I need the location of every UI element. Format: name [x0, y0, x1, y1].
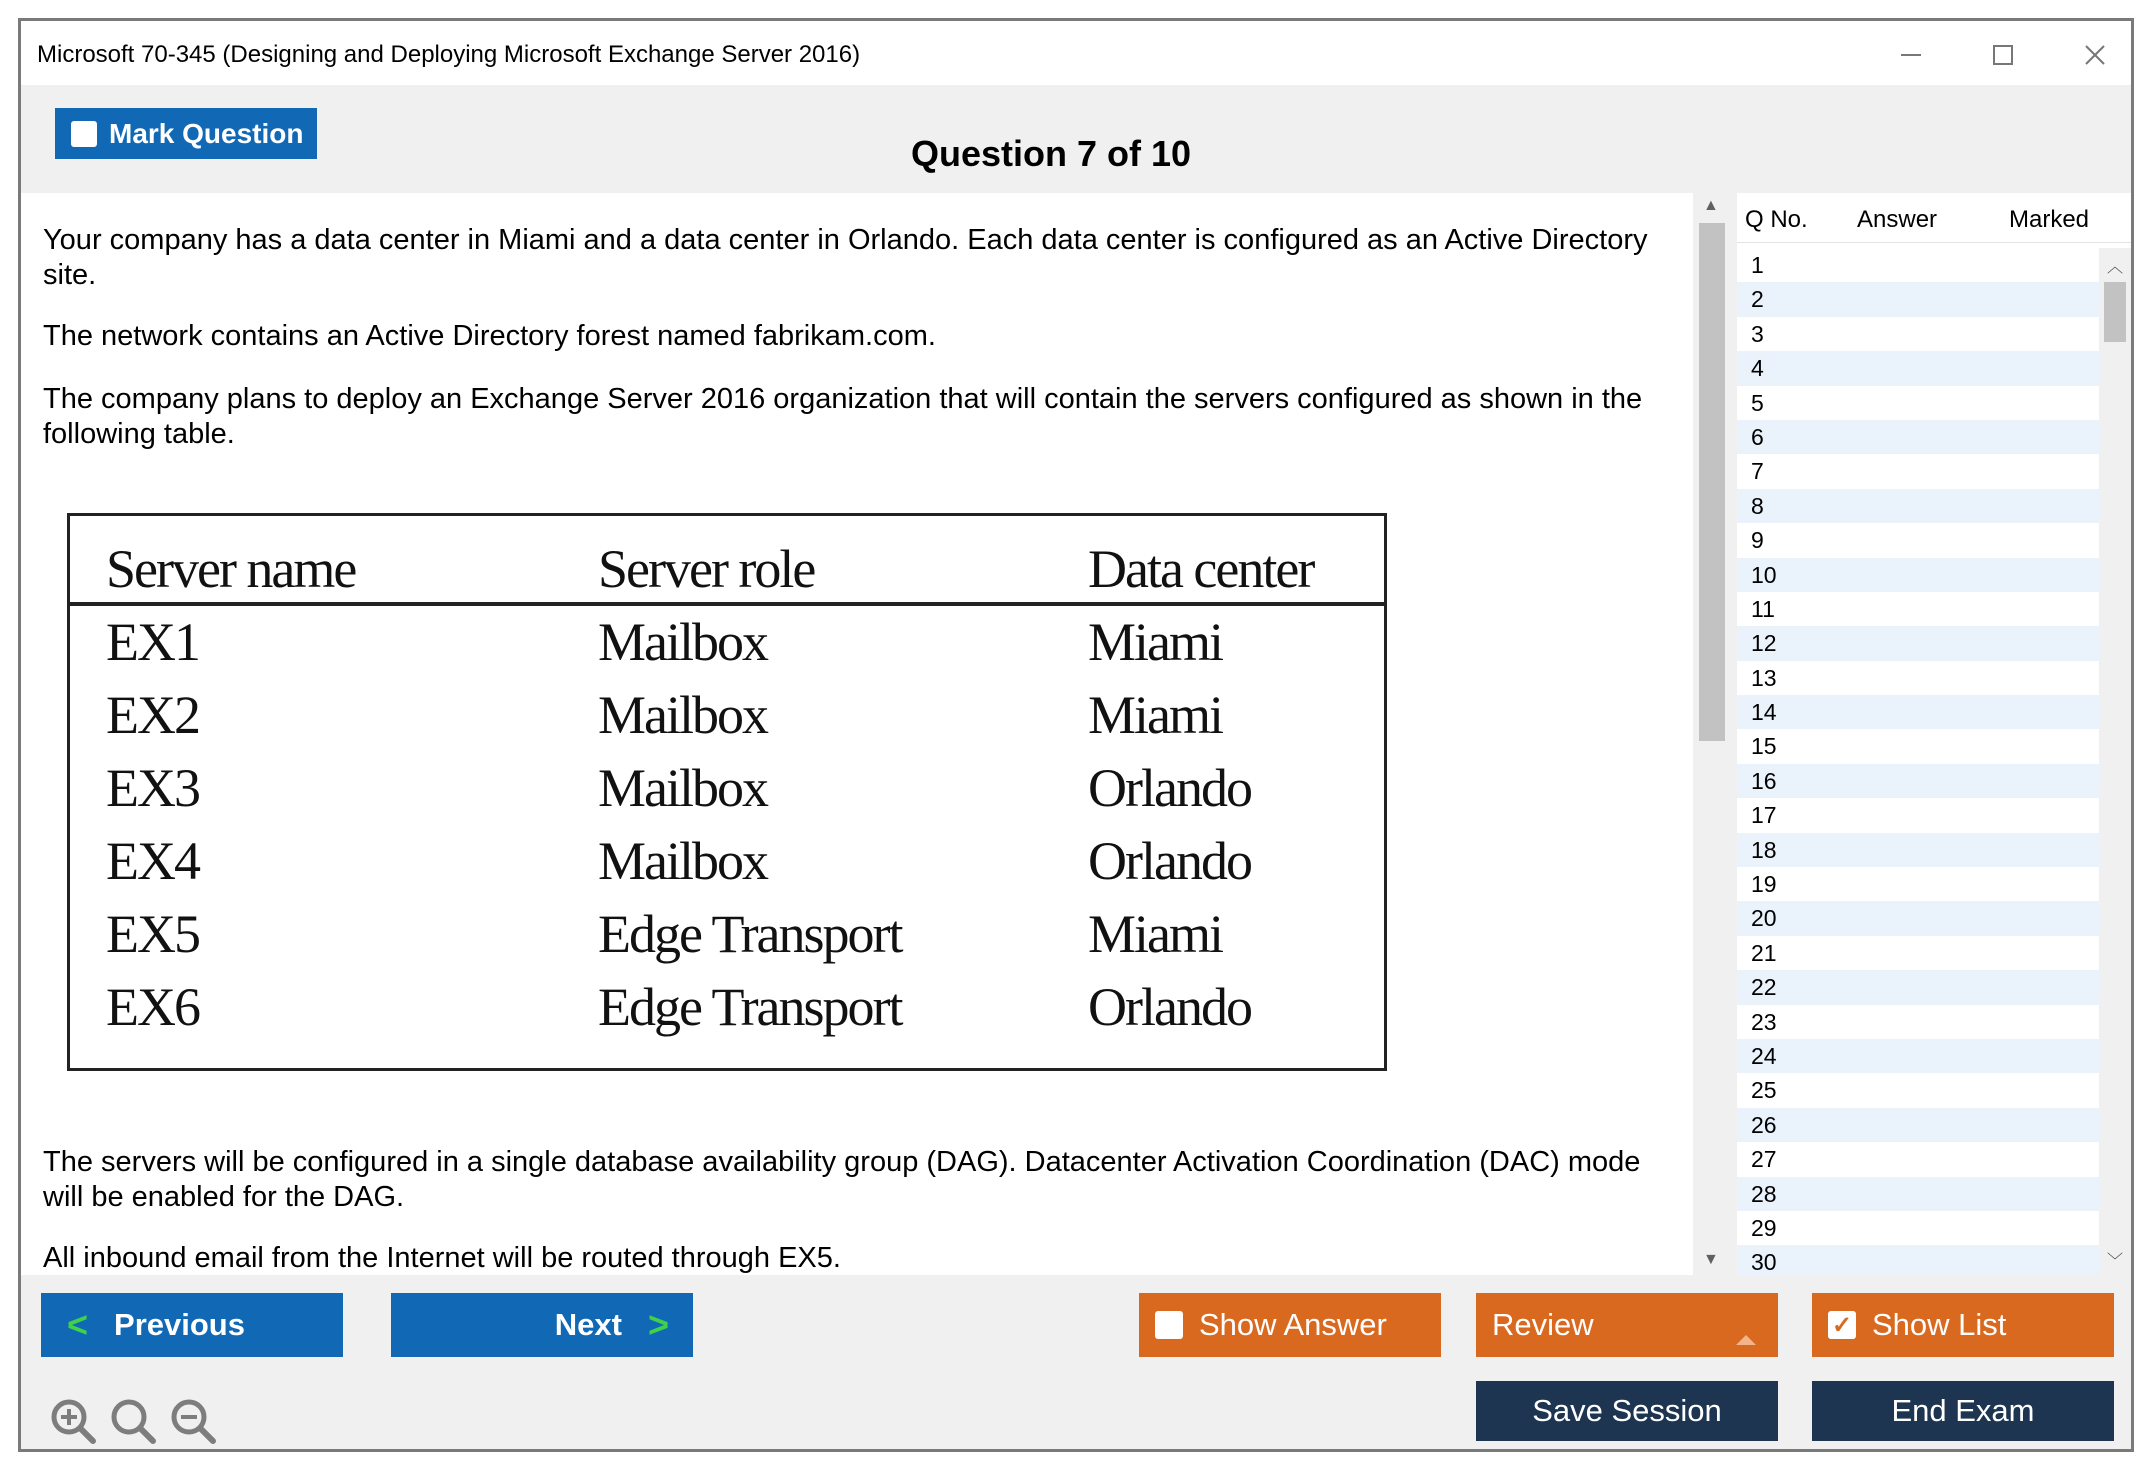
column-header-qno[interactable]: Q No. [1745, 206, 1808, 233]
show-list-button[interactable] [1812, 1293, 2114, 1357]
question-paragraph: Your company has a data center in Miami and a data center in Orlando. Each data center is configured as an Active Directory site. [43, 224, 1648, 291]
table-cell: Edge Transport [598, 977, 902, 1037]
show-answer-label: Show Answer [1199, 1307, 1387, 1342]
question-paragraph: The servers will be configured in a single database availability group (DAG). Datacenter Activation Coordination (DAC) mode will be enabled for the DAG. [43, 1146, 1641, 1213]
end-exam-label: End Exam [1891, 1393, 2035, 1428]
maximize-icon [1991, 43, 2015, 67]
question-list-row[interactable]: 25 [1751, 1077, 1777, 1104]
table-header-cell: Data center [1088, 539, 1314, 599]
checkbox-checked-icon: ✓ [1828, 1311, 1856, 1339]
question-content[interactable] [21, 193, 1693, 1275]
question-list-row[interactable]: 6 [1737, 420, 2099, 454]
table-header-cell: Server role [598, 539, 815, 599]
zoom-in-icon[interactable] [49, 1397, 99, 1447]
question-list-row[interactable]: 3 [1751, 320, 1764, 347]
table-cell: EX2 [106, 685, 199, 745]
server-table [67, 513, 1387, 1071]
question-paragraph: The network contains an Active Directory forest named fabrikam.com. [43, 320, 936, 352]
minimize-icon [1899, 43, 1923, 67]
review-dropdown[interactable] [1476, 1293, 1778, 1357]
question-list [1737, 248, 2099, 1280]
table-cell: EX4 [106, 831, 199, 891]
caret-up-icon [1736, 1317, 1756, 1353]
question-list-row[interactable]: 13 [1751, 664, 1777, 691]
question-list-row[interactable]: 30 [1737, 1245, 2099, 1279]
table-cell: Mailbox [598, 685, 767, 745]
title-bar [21, 21, 2131, 85]
question-list-row[interactable]: 26 [1737, 1108, 2099, 1142]
question-list-row[interactable]: 11 [1751, 595, 1775, 622]
table-cell: Miami [1088, 612, 1222, 672]
review-label: Review [1492, 1307, 1594, 1342]
column-header-answer[interactable]: Answer [1857, 206, 1938, 233]
show-answer-button[interactable] [1139, 1293, 1441, 1357]
question-list-row[interactable]: 16 [1737, 764, 2099, 798]
question-list-row[interactable]: 18 [1737, 833, 2099, 867]
question-list-row[interactable]: 14 [1737, 695, 2099, 729]
question-list-row[interactable]: 1 [1751, 252, 1764, 278]
table-header-row [70, 516, 1384, 606]
question-list-row[interactable]: 23 [1751, 1008, 1777, 1035]
list-scroll-down-icon[interactable]: ﹀ [2107, 1253, 2124, 1270]
question-title: Question 7 of 10 [910, 133, 1192, 174]
close-button[interactable] [2075, 35, 2115, 75]
column-header-marked[interactable]: Marked [2009, 206, 2090, 233]
chevron-left-icon: < [67, 1304, 89, 1345]
question-list-row[interactable]: 28 [1737, 1177, 2099, 1211]
question-list-row[interactable]: 4 [1737, 351, 2099, 385]
window-title: Microsoft 70-345 (Designing and Deploying Microsoft Exchange Server 2016) [37, 41, 861, 68]
table-cell: EX6 [106, 977, 199, 1037]
content-scrollbar[interactable] [1693, 193, 1731, 1275]
previous-button[interactable] [41, 1293, 343, 1357]
previous-label: Previous [114, 1307, 245, 1342]
scroll-up-icon[interactable]: ▲ [1703, 197, 1719, 214]
zoom-out-icon[interactable] [169, 1397, 219, 1447]
question-list-row[interactable]: 29 [1751, 1214, 1777, 1241]
show-list-label: Show List [1872, 1307, 2007, 1342]
table-cell: EX1 [106, 612, 199, 672]
chevron-right-icon: > [647, 1304, 669, 1345]
question-list-row[interactable]: 19 [1751, 871, 1777, 898]
checkbox-icon [1155, 1311, 1183, 1339]
list-scroll-thumb[interactable] [2104, 282, 2126, 342]
minimize-button[interactable] [1891, 35, 1931, 75]
table-cell: Miami [1088, 904, 1222, 964]
list-scrollbar[interactable] [2099, 248, 2131, 1275]
save-session-label: Save Session [1532, 1393, 1722, 1428]
next-label: Next [554, 1307, 622, 1342]
footer-toolbar [21, 1275, 2131, 1449]
close-icon [2083, 43, 2107, 67]
question-paragraph: The company plans to deploy an Exchange Server 2016 organization that will contain the servers configured as shown in the following table. [43, 383, 1643, 450]
end-exam-button[interactable] [1812, 1381, 2114, 1441]
scroll-thumb[interactable] [1699, 223, 1725, 741]
question-list-row[interactable]: 20 [1737, 901, 2099, 935]
next-button[interactable] [391, 1293, 693, 1357]
question-paragraph: All inbound email from the Internet will be routed through EX5. [43, 1242, 841, 1274]
table-cell: Mailbox [598, 758, 767, 818]
question-list-row[interactable]: 21 [1751, 939, 1777, 966]
table-cell: Orlando [1088, 977, 1251, 1037]
question-list-row[interactable]: 12 [1737, 626, 2099, 660]
question-list-row[interactable]: 17 [1751, 802, 1777, 829]
question-list-row[interactable]: 5 [1751, 389, 1764, 416]
maximize-button[interactable] [1983, 35, 2023, 75]
question-list-row[interactable]: 8 [1737, 489, 2099, 523]
question-list-row[interactable]: 15 [1751, 733, 1777, 760]
question-list-row[interactable]: 27 [1751, 1146, 1777, 1173]
table-cell: Orlando [1088, 758, 1251, 818]
table-cell: EX5 [106, 904, 199, 964]
table-cell: Edge Transport [598, 904, 902, 964]
table-cell: Orlando [1088, 831, 1251, 891]
question-list-row[interactable]: 2 [1737, 282, 2099, 316]
table-cell: EX3 [106, 758, 199, 818]
question-header [21, 85, 2131, 193]
table-cell: Miami [1088, 685, 1222, 745]
question-list-row[interactable]: 9 [1751, 527, 1764, 554]
question-list-row[interactable]: 24 [1737, 1039, 2099, 1073]
question-list-row[interactable]: 22 [1737, 970, 2099, 1004]
table-header-cell: Server name [106, 539, 356, 599]
table-cell: Mailbox [598, 831, 767, 891]
zoom-reset-icon[interactable] [109, 1397, 159, 1447]
question-list-row[interactable]: 10 [1737, 558, 2099, 592]
list-scroll-up-icon[interactable]: ︿ [2107, 259, 2124, 276]
save-session-button[interactable] [1476, 1381, 1778, 1441]
scroll-down-icon[interactable]: ▼ [1703, 1251, 1719, 1268]
question-list-header [1737, 193, 2131, 243]
question-list-panel [1737, 193, 2131, 1275]
checkbox-icon [71, 121, 97, 147]
table-cell: Mailbox [598, 612, 767, 672]
app-window [18, 18, 2134, 1452]
mark-question-label: Mark Question [109, 117, 304, 149]
question-list-row[interactable]: 7 [1751, 458, 1764, 485]
mark-question-button[interactable] [55, 108, 317, 159]
